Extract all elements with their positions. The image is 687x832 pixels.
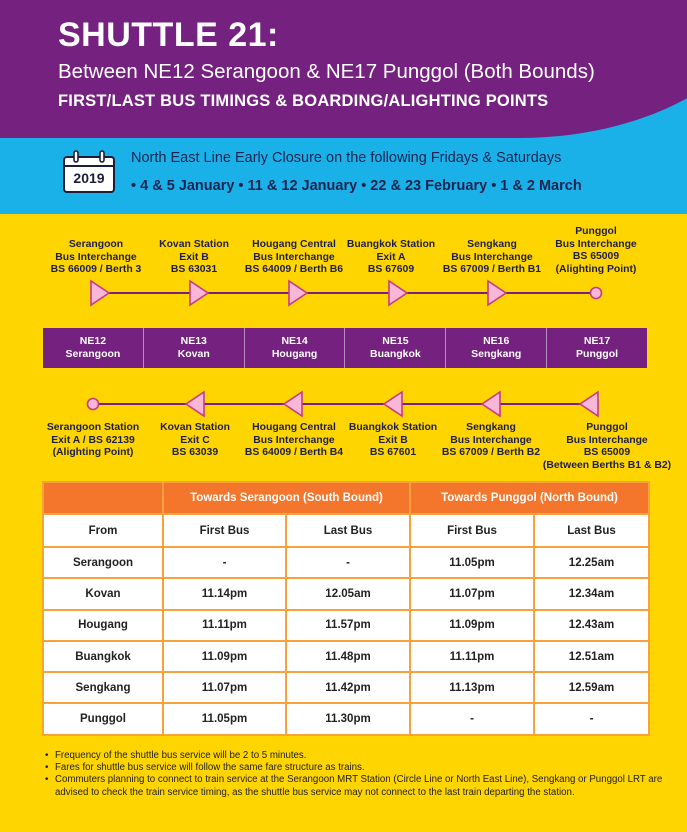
row-from: Kovan (43, 578, 163, 609)
route-arrow-right (190, 281, 208, 305)
row-nb-last: 12.34am (534, 578, 649, 609)
footnote-item: • Commuters planning to connect to train service at the Serangoon MRT Station (Circle Line or North East Line), Sengkang or Punggol LRT are advised to check the train service timing, as the shuttle bus service may not connect to the last train departing the station. (45, 774, 670, 798)
station-ne16: NE16 Sengkang (445, 328, 546, 368)
row-sb-last: - (286, 547, 410, 578)
footnote-item: • Frequency of the shuttle bus service will be 2 to 5 minutes. (45, 750, 670, 762)
northbound-stop-serangoon: Serangoon Bus Interchange BS 66009 / Berth 3 (50, 239, 142, 276)
footnote-item: • Fares for shuttle bus service will follow the same fare structure as trains. (45, 762, 670, 774)
route-arrow-left (580, 392, 598, 416)
row-from: Serangoon (43, 547, 163, 578)
page-subtitle: Between NE12 Serangoon & NE17 Punggol (Both Bounds) (58, 60, 595, 83)
table-row (43, 547, 649, 578)
row-nb-first: 11.11pm (410, 641, 534, 672)
notice-dates: • 4 & 5 January • 11 & 12 January • 22 & 23 February • 1 & 2 March (131, 178, 582, 194)
northbound-stop-sengkang: Sengkang Bus Interchange BS 67009 / Berth B1 (442, 239, 542, 276)
row-nb-first: - (410, 703, 534, 734)
calendar-year: 2019 (73, 170, 105, 186)
southbound-header: Towards Serangoon (South Bound) (163, 482, 410, 514)
page-title: SHUTTLE 21: (58, 16, 279, 54)
row-nb-last: 12.51am (534, 641, 649, 672)
row-nb-last: 12.59am (534, 672, 649, 703)
route-arrow-right (389, 281, 407, 305)
table-row (43, 610, 649, 641)
row-nb-first: 11.05pm (410, 547, 534, 578)
route-arrow-right (289, 281, 307, 305)
row-sb-last: 11.48pm (286, 641, 410, 672)
table-row (43, 703, 649, 734)
southbound-stop-kovan: Kovan Station Exit C BS 63039 (160, 422, 230, 459)
southbound-stop-serangoon: Serangoon Station Exit A / BS 62139 (Alighting Point) (46, 422, 140, 459)
column-header-sb-first: First Bus (163, 514, 286, 547)
table-row (43, 641, 649, 672)
notice-heading: North East Line Early Closure on the following Fridays & Saturdays (131, 150, 562, 166)
northbound-stop-buangkok: Buangkok Station Exit A BS 67609 (346, 239, 436, 276)
row-from: Buangkok (43, 641, 163, 672)
row-sb-last: 12.05am (286, 578, 410, 609)
row-from: Punggol (43, 703, 163, 734)
row-nb-last: 12.25am (534, 547, 649, 578)
station-ne17: NE17 Punggol (546, 328, 647, 368)
table-corner (43, 482, 163, 514)
row-sb-last: 11.57pm (286, 610, 410, 641)
route-end-dot (88, 399, 99, 410)
header-banner (0, 0, 687, 144)
row-sb-last: 11.42pm (286, 672, 410, 703)
row-nb-first: 11.07pm (410, 578, 534, 609)
route-end-dot (591, 288, 602, 299)
southbound-stop-buangkok: Buangkok Station Exit B BS 67601 (348, 422, 438, 459)
row-sb-first: - (163, 547, 286, 578)
northbound-header: Towards Punggol (North Bound) (410, 482, 649, 514)
southbound-stop-punggol: Punggol Bus Interchange BS 65009 (Between Berths B1 & B2) (542, 422, 672, 471)
page-subheading: FIRST/LAST BUS TIMINGS & BOARDING/ALIGHTING POINTS (58, 92, 549, 110)
row-sb-first: 11.05pm (163, 703, 286, 734)
route-arrow-right (91, 281, 109, 305)
closure-notice (0, 144, 687, 214)
row-sb-first: 11.09pm (163, 641, 286, 672)
column-header-nb-first: First Bus (410, 514, 534, 547)
row-nb-first: 11.09pm (410, 610, 534, 641)
calendar-icon (62, 150, 116, 194)
southbound-stop-sengkang: Sengkang Bus Interchange BS 67009 / Berth B2 (441, 422, 541, 459)
row-sb-first: 11.14pm (163, 578, 286, 609)
route-arrow-left (482, 392, 500, 416)
station-ne12: NE12 Serangoon (65, 335, 121, 360)
northbound-stop-hougang: Hougang Central Bus Interchange BS 64009 / Berth B6 (244, 239, 344, 276)
row-nb-last: - (534, 703, 649, 734)
northbound-stop-punggol: Punggol Bus Interchange BS 65009 (Alighting Point) (555, 226, 637, 275)
timetable (42, 481, 650, 736)
row-sb-last: 11.30pm (286, 703, 410, 734)
station-ne13: NE13 Kovan (143, 328, 244, 368)
column-header-nb-last: Last Bus (534, 514, 649, 547)
station-ne14: NE14 Hougang (244, 328, 345, 368)
table-row (43, 672, 649, 703)
footnotes (45, 750, 670, 799)
row-nb-first: 11.13pm (410, 672, 534, 703)
southbound-arrows (186, 392, 598, 416)
column-header-from: From (43, 514, 163, 547)
southbound-stop-hougang: Hougang Central Bus Interchange BS 64009 / Berth B4 (244, 422, 344, 459)
column-header-sb-last: Last Bus (286, 514, 410, 547)
route-arrow-left (186, 392, 204, 416)
row-sb-first: 11.11pm (163, 610, 286, 641)
northbound-arrows (91, 281, 506, 305)
row-nb-last: 12.43am (534, 610, 649, 641)
row-from: Hougang (43, 610, 163, 641)
table-row (43, 578, 649, 609)
route-arrow-right (488, 281, 506, 305)
station-bar (43, 328, 647, 368)
row-sb-first: 11.07pm (163, 672, 286, 703)
route-arrow-left (384, 392, 402, 416)
route-arrow-left (284, 392, 302, 416)
row-from: Sengkang (43, 672, 163, 703)
northbound-stop-kovan: Kovan Station Exit B BS 63031 (159, 239, 229, 276)
station-ne15: NE15 Buangkok (344, 328, 445, 368)
